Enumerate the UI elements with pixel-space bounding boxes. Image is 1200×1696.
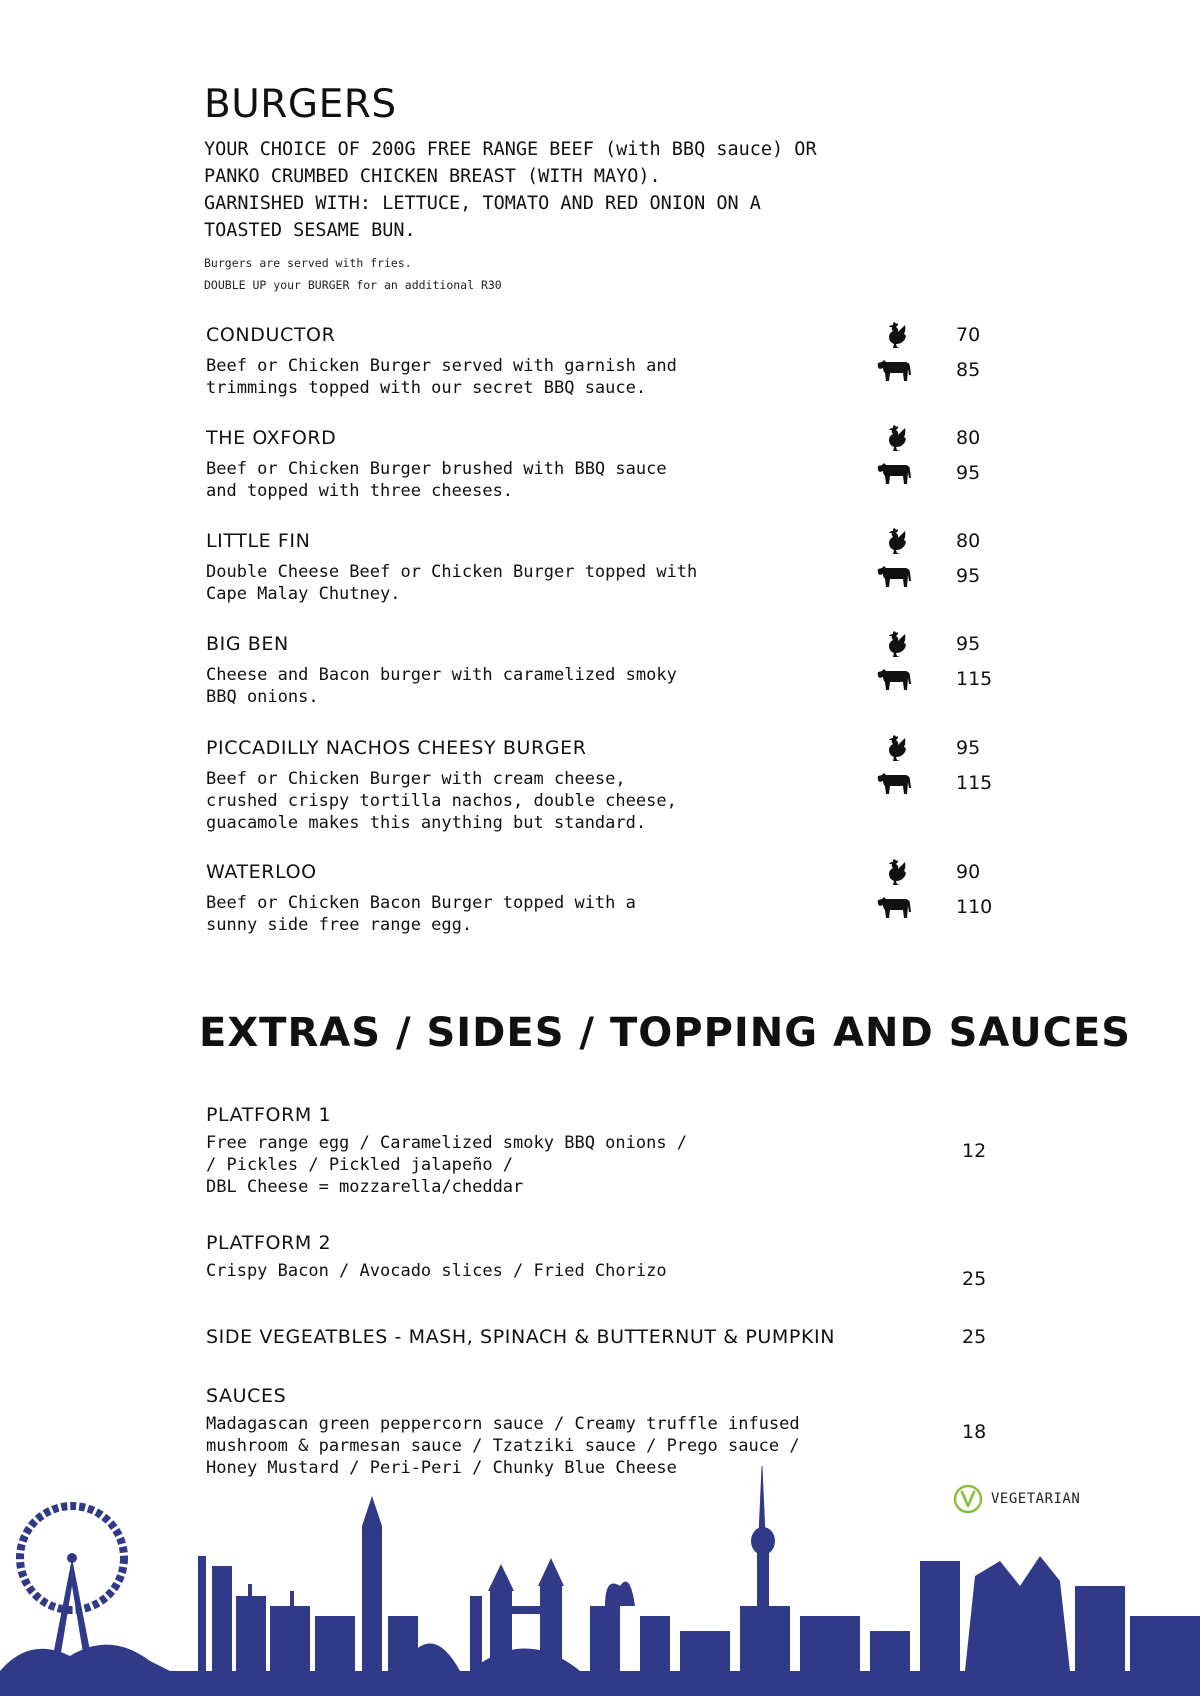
- chicken-price-row: [876, 857, 996, 887]
- chicken-price-row: [876, 320, 996, 350]
- chicken-price-row: [876, 423, 996, 453]
- beef-price: 95: [956, 462, 981, 484]
- chicken-icon: [884, 424, 910, 452]
- chicken-icon: [884, 321, 910, 349]
- menu-item-name: PICCADILLY NACHOS CHEESY BURGER: [206, 737, 587, 759]
- cow-icon: [876, 460, 912, 486]
- menu-item-name: LITTLE FIN: [206, 530, 311, 552]
- beef-price-row: [876, 664, 996, 694]
- chicken-price-row: [876, 733, 996, 763]
- intro-line: YOUR CHOICE OF 200G FREE RANGE BEEF (with BBQ sauce) OR: [204, 139, 817, 160]
- menu-item-description: Beef or Chicken Burger served with garnish and trimmings topped with our secret BBQ sauce.: [206, 356, 677, 398]
- chicken-price: 80: [956, 530, 981, 552]
- double-up-note: DOUBLE UP your BURGER for an additional R30: [204, 278, 502, 292]
- menu-item-name: CONDUCTOR: [206, 324, 336, 346]
- fries-note: Burgers are served with fries.: [204, 256, 412, 270]
- cow-icon: [876, 357, 912, 383]
- beef-price: 110: [956, 896, 993, 918]
- beef-price-row: [876, 561, 996, 591]
- menu-item: [206, 861, 996, 936]
- menu-item: [206, 427, 996, 502]
- extra-item-price: 12: [962, 1140, 987, 1162]
- extra-item-price: 25: [962, 1268, 987, 1290]
- extra-item-name: SIDE VEGEATBLES - MASH, SPINACH & BUTTERNUT & PUMPKIN: [206, 1326, 836, 1348]
- beef-price-row: [876, 458, 996, 488]
- chicken-price-row: [876, 526, 996, 556]
- cow-icon: [876, 666, 912, 692]
- extra-item: [206, 1326, 996, 1348]
- chicken-icon: [884, 734, 910, 762]
- intro-line: PANKO CRUMBED CHICKEN BREAST (WITH MAYO).: [204, 166, 661, 187]
- burgers-title: BURGERS: [204, 82, 397, 127]
- chicken-price: 70: [956, 324, 981, 346]
- chicken-icon: [884, 527, 910, 555]
- extra-item-name: PLATFORM 1: [206, 1104, 332, 1126]
- extra-item-description: Free range egg / Caramelized smoky BBQ onions / / Pickles / Pickled jalapeño / DBL Cheese = mozzarella/cheddar: [206, 1133, 688, 1197]
- menu-item: [206, 737, 996, 834]
- menu-item-name: WATERLOO: [206, 861, 317, 883]
- extra-item-description: Madagascan green peppercorn sauce / Creamy truffle infused mushroom & parmesan sauce / Tzatziki sauce / Prego sauce / Honey Mustard / Peri-Peri / Chunky Blue Cheese: [206, 1414, 800, 1478]
- chicken-price: 90: [956, 861, 981, 883]
- burgers-notes: [204, 252, 502, 296]
- extra-item: [206, 1104, 996, 1198]
- vegetarian-label: VEGETARIAN: [991, 1491, 1081, 1507]
- beef-price-row: [876, 768, 996, 798]
- menu-item-name: BIG BEN: [206, 633, 289, 655]
- menu-item-description: Double Cheese Beef or Chicken Burger topped with Cape Malay Chutney.: [206, 562, 698, 604]
- menu-item: [206, 530, 996, 605]
- chicken-icon: [884, 858, 910, 886]
- extra-item-name: PLATFORM 2: [206, 1232, 332, 1254]
- extra-item-description: Crispy Bacon / Avocado slices / Fried Chorizo: [206, 1261, 667, 1281]
- extra-item: [206, 1385, 996, 1479]
- extras-title: EXTRAS / SIDES / TOPPING AND SAUCES: [199, 1010, 1132, 1056]
- burgers-intro: [204, 136, 924, 244]
- chicken-price: 95: [956, 633, 981, 655]
- extra-item-price: 25: [962, 1326, 987, 1348]
- beef-price: 115: [956, 668, 993, 690]
- cow-icon: [876, 563, 912, 589]
- beef-price-row: [876, 892, 996, 922]
- menu-item: [206, 633, 996, 708]
- menu-item-name: THE OXFORD: [206, 427, 337, 449]
- menu-item-description: Beef or Chicken Burger brushed with BBQ sauce and topped with three cheeses.: [206, 459, 667, 501]
- extra-item-name: SAUCES: [206, 1385, 287, 1407]
- extra-item-price: 18: [962, 1421, 987, 1443]
- menu-item-description: Cheese and Bacon burger with caramelized smoky BBQ onions.: [206, 665, 677, 707]
- menu-item: [206, 324, 996, 399]
- beef-price: 85: [956, 359, 981, 381]
- chicken-price: 95: [956, 737, 981, 759]
- menu-item-description: Beef or Chicken Burger with cream cheese, crushed crispy tortilla nachos, double cheese, guacamole makes this anything but standard.: [206, 769, 677, 833]
- chicken-price-row: [876, 629, 996, 659]
- chicken-price: 80: [956, 427, 981, 449]
- extra-item: [206, 1232, 996, 1290]
- chicken-icon: [884, 630, 910, 658]
- london-skyline-illustration: [0, 1466, 1200, 1696]
- beef-price-row: [876, 355, 996, 385]
- cow-icon: [876, 770, 912, 796]
- intro-line: TOASTED SESAME BUN.: [204, 220, 416, 241]
- cow-icon: [876, 894, 912, 920]
- beef-price: 95: [956, 565, 981, 587]
- menu-item-description: Beef or Chicken Bacon Burger topped with a sunny side free range egg.: [206, 893, 636, 935]
- beef-price: 115: [956, 772, 993, 794]
- intro-line: GARNISHED WITH: LETTUCE, TOMATO AND RED ONION ON A: [204, 193, 761, 214]
